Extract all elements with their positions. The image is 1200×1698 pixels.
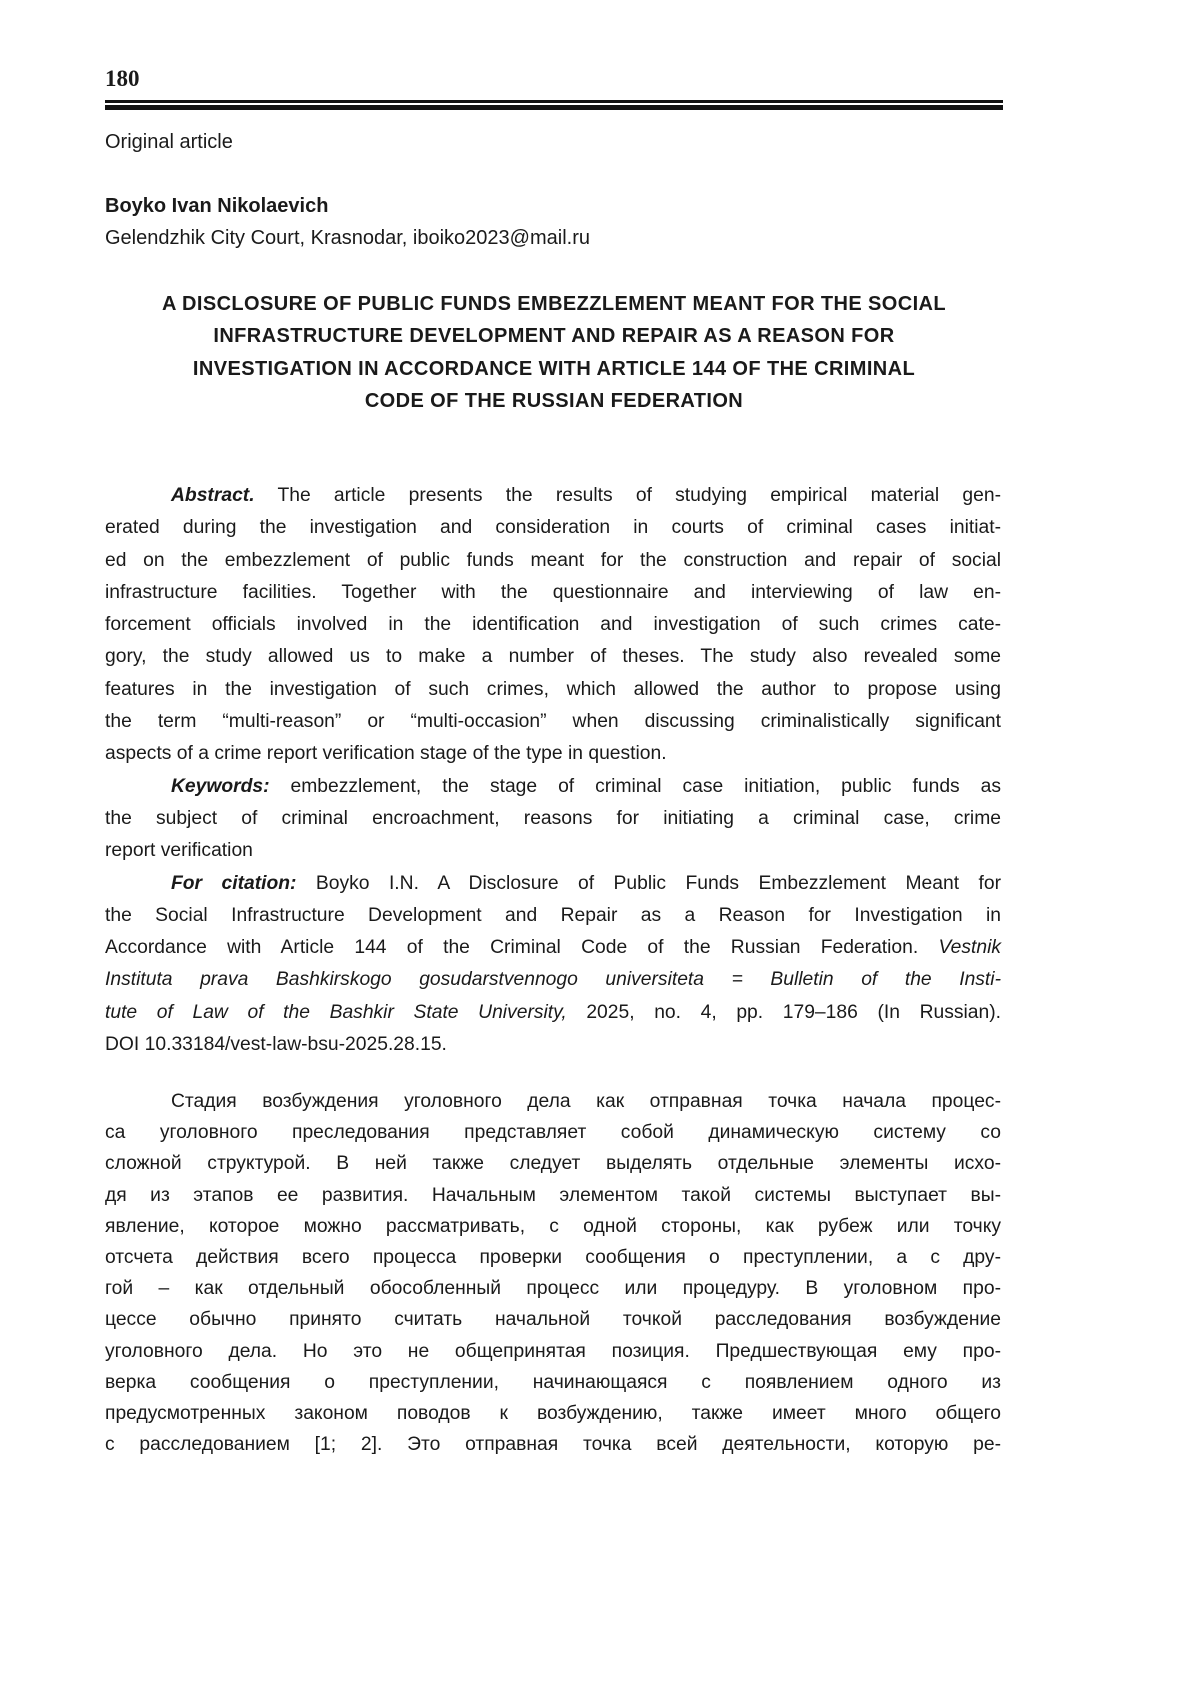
body-line [105, 1273, 1001, 1304]
text-segment: сложной структурой. В ней также следует выделять отдельные элементы исхо- [105, 1153, 1001, 1175]
text-segment: the subject of criminal encroachment, reasons for initiating a criminal case, crime [105, 807, 1001, 829]
text-segment: infrastructure facilities. Together with the questionnaire and interviewing of law en- [105, 581, 1001, 603]
abstract-line [105, 674, 1001, 706]
text-segment: erated during the investigation and consideration in courts of criminal cases initiat- [105, 517, 1001, 539]
text-segment: явление, которое можно рассматривать, с одной стороны, как рубеж или точку [105, 1215, 1001, 1237]
abstract-line [105, 771, 1001, 803]
abstract-line [105, 900, 1001, 932]
text-segment: 2025, no. 4, pp. 179–186 (In Russian). [566, 1001, 1001, 1023]
header-rule-thick [105, 105, 1003, 110]
header-rule-thin [105, 100, 1003, 103]
abstract-line [105, 1029, 1001, 1061]
text-segment: aspects of a crime report verification stage of the type in question. [105, 743, 667, 765]
abstract-line [105, 997, 1001, 1029]
section-label: Keywords: [171, 775, 270, 797]
text-segment: с расследованием [1; 2]. Это отправная точка всей деятельности, которую ре- [105, 1434, 1001, 1456]
title-line: A DISCLOSURE OF PUBLIC FUNDS EMBEZZLEMENT MEANT FOR THE SOCIAL [161, 293, 947, 315]
text-segment: gory, the study allowed us to make a number of theses. The study also revealed some [105, 646, 1001, 668]
body-line [105, 1304, 1001, 1335]
text-segment: верка сообщения о преступлении, начинающаяся с появлением одного из [105, 1371, 1001, 1393]
body-line [105, 1429, 1001, 1460]
text-segment: the term “multi-reason” or “multi-occasion” when discussing criminalistically significant [105, 711, 1001, 733]
text-segment: гой – как отдельный обособленный процесс или процедуру. В уголовном про- [105, 1278, 1001, 1300]
abstract-line [105, 577, 1001, 609]
abstract-line [105, 868, 1001, 900]
body-line [105, 1336, 1001, 1367]
text-segment: отсчета действия всего процесса проверки сообщения о преступлении, а с дру- [105, 1246, 1001, 1268]
abstract-line [105, 738, 1001, 770]
text-segment: Стадия возбуждения уголовного дела как отправная точка начала процес- [171, 1091, 1001, 1112]
text-segment: Accordance with Article 144 of the Criminal Code of the Russian Federation. [105, 937, 939, 959]
article-type: Original article [105, 131, 233, 153]
text-segment: The article presents the results of studying empirical material gen- [254, 485, 1001, 506]
abstract-line [105, 512, 1001, 544]
body-line [105, 1211, 1001, 1242]
abstract-line [105, 545, 1001, 577]
text-segment: forcement officials involved in the identification and investigation of such crimes cate- [105, 614, 1001, 636]
text-segment: предусмотренных законом поводов к возбуждению, также имеет много общего [105, 1402, 1001, 1424]
text-segment: embezzlement, the stage of criminal case initiation, public funds as [269, 775, 1001, 797]
abstract-line [105, 803, 1001, 835]
text-segment: the Social Infrastructure Development and Repair as a Reason for Investigation in [105, 904, 1001, 926]
text-segment: дя из этапов ее развития. Начальным элементом такой системы выступает вы- [105, 1184, 1001, 1206]
page-number: 180 [105, 66, 140, 91]
abstract-line [105, 964, 1001, 996]
abstract-section [105, 480, 1001, 1061]
article-title [105, 288, 1003, 417]
title-line: CODE OF THE RUSSIAN FEDERATION [364, 389, 744, 412]
body-text [105, 1086, 1001, 1460]
title-line: INFRASTRUCTURE DEVELOPMENT AND REPAIR AS A REASON FOR [213, 325, 895, 348]
section-label: For citation: [171, 872, 297, 894]
text-segment: Boyko I.N. A Disclosure of Public Funds Embezzlement Meant for [296, 872, 1001, 894]
text-segment: цессе обычно принято считать начальной точкой расследования возбуждение [105, 1309, 1001, 1331]
body-line [105, 1148, 1001, 1179]
text-segment: ed on the embezzlement of public funds meant for the construction and repair of social [105, 549, 1001, 571]
abstract-line [105, 932, 1001, 964]
body-line [105, 1367, 1001, 1398]
text-segment: features in the investigation of such crimes, which allowed the author to propose using [105, 678, 1001, 700]
abstract-line [105, 835, 1001, 867]
text-segment: са уголовного преследования представляет собой динамическую систему со [105, 1122, 1001, 1144]
text-segment: уголовного дела. Но это не общепринятая позиция. Предшествующая ему про- [105, 1340, 1001, 1362]
body-line [105, 1086, 1001, 1117]
text-segment: Instituta prava Bashkirskogo gosudarstvennogo universiteta = Bulletin of the Insti- [105, 969, 1001, 991]
author-affiliation: Gelendzhik City Court, Krasnodar, iboiko2023@mail.ru [105, 227, 590, 249]
text-segment: tute of Law of the Bashkir State University, [105, 1001, 567, 1023]
abstract-line [105, 706, 1001, 738]
body-line [105, 1117, 1001, 1148]
title-line: INVESTIGATION IN ACCORDANCE WITH ARTICLE 144 OF THE CRIMINAL [192, 357, 916, 380]
text-segment: report verification [105, 840, 253, 862]
body-line [105, 1242, 1001, 1273]
author-name: Boyko Ivan Nikolaevich [105, 195, 329, 217]
section-label: Abstract. [171, 485, 255, 506]
abstract-line [105, 480, 1001, 512]
abstract-line [105, 641, 1001, 673]
body-line [105, 1180, 1001, 1211]
text-segment: Vestnik [938, 937, 1001, 959]
body-line [105, 1398, 1001, 1429]
text-segment: DOI 10.33184/vest-law-bsu-2025.28.15. [105, 1034, 447, 1056]
abstract-line [105, 609, 1001, 641]
